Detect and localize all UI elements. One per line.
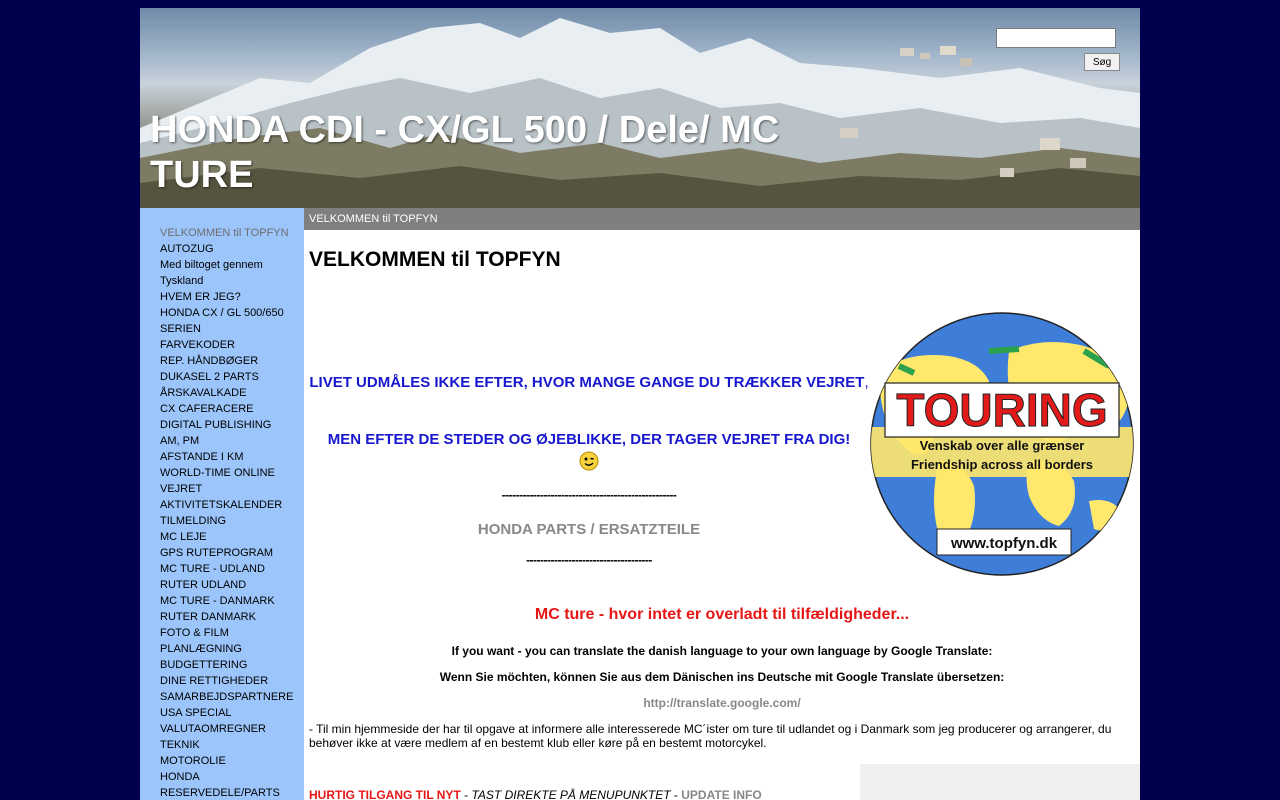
sidebar-item-vejret[interactable]: VEJRET <box>160 483 203 495</box>
google-translate-link[interactable]: http://translate.google.com/ <box>643 696 801 710</box>
sidebar-item-dine-rettigheder[interactable]: DINE RETTIGHEDER <box>160 675 269 687</box>
divider-long: -------------------------------------------------- <box>501 488 677 502</box>
main-content <box>304 230 1140 800</box>
quick-access-label: HURTIG TILGANG TIL NYT <box>309 788 461 800</box>
sidebar-item-valutaomregner[interactable]: VALUTAOMREGNER <box>160 723 266 735</box>
sidebar-item-teknik[interactable]: TEKNIK <box>160 739 200 751</box>
sidebar-item-autozug[interactable]: AUTOZUG <box>160 243 214 255</box>
page <box>140 8 1140 800</box>
mc-tagline: MC ture - hvor intet er overladt til tilfældigheder... <box>534 606 910 623</box>
sidebar-item-rep-haandboeger[interactable]: REP. HÅNDBØGER <box>160 355 259 367</box>
sidebar-item-usa-special[interactable]: USA SPECIAL <box>160 707 232 719</box>
quote-line-2 <box>309 431 869 471</box>
divider-short: ------------------------------------ <box>526 553 652 567</box>
sidebar-item-aarskavalkade[interactable]: ÅRSKAVALKADE <box>160 387 247 399</box>
quick-direct-text: TAST DIREKTE PÅ MENUPUNKTET <box>471 788 671 800</box>
logo-tagline-da: Venskab over alle grænser <box>919 438 1085 453</box>
sidebar-item-mc-ture-udland[interactable]: MC TURE - UDLAND <box>160 563 265 575</box>
logo-url: www.topfyn.dk <box>950 535 1058 552</box>
sidebar-item-afstande[interactable]: AFSTANDE I KM <box>160 451 244 463</box>
sidebar-item-ruter-danmark[interactable]: RUTER DANMARK <box>160 611 256 623</box>
touring-logo <box>869 311 1135 577</box>
sidebar-item-farvekoder[interactable]: FARVEKODER <box>160 339 235 351</box>
sidebar-item-honda-reservedele[interactable]: HONDA RESERVEDELE/PARTS <box>160 771 280 799</box>
sidebar-item-foto-film[interactable]: FOTO & FILM <box>160 627 229 639</box>
sidebar-item-hvem-er-jeg[interactable]: HVEM ER JEG? <box>160 291 241 303</box>
header-banner <box>140 8 1140 208</box>
quick-access-line <box>309 788 762 800</box>
sidebar-item-biltoget[interactable]: Med biltoget gennem Tyskland <box>160 259 263 287</box>
logo-tagline-en: Friendship across all borders <box>910 457 1094 472</box>
smiley-icon <box>579 451 599 471</box>
quote-line-1-text: LIVET UDMÅLES IKKE EFTER, HVOR MANGE GANGE DU TRÆKKER VEJRET <box>309 374 865 391</box>
sidebar-item-budgettering[interactable]: BUDGETTERING <box>160 659 248 671</box>
translate-info-de: Wenn Sie möchten, können Sie aus dem Dänischen ins Deutsche mit Google Translate übersetzen: <box>439 670 1005 684</box>
sidebar-item-world-time[interactable]: WORLD-TIME ONLINE <box>160 467 275 479</box>
logo-headline: TOURING <box>896 384 1108 436</box>
quote-comma: , <box>864 374 869 391</box>
page-title: VELKOMMEN til TOPFYN <box>309 248 561 271</box>
sidebar <box>140 208 304 800</box>
sidebar-item-gps-ruteprogram[interactable]: GPS RUTEPROGRAM <box>160 547 274 559</box>
site-title: HONDA CDI - CX/GL 500 / Dele/ MC TURE <box>150 109 780 196</box>
quote-line-2-text: MEN EFTER DE STEDER OG ØJEBLIKKE, DER TAGER VEJRET FRA DIG! <box>327 431 851 448</box>
quick-separator-1: - <box>460 788 472 800</box>
translate-info-en: If you want - you can translate the danish language to your own language by Google Translate: <box>451 644 993 658</box>
honda-parts-link[interactable]: HONDA PARTS / ERSATZTEILE <box>477 521 701 538</box>
search-button[interactable]: Søg <box>1084 53 1120 71</box>
sidebar-item-am-pm[interactable]: AM, PM <box>160 435 200 447</box>
quote-line-1 <box>309 374 869 392</box>
intro-text: - Til min hjemmeside der har til opgave at informere alle interesserede MC´ister om ture til udlandet og i Danmark som jeg producerer og arrangerer, du behøver ikke at være medlem af en bestemt klub eller køre på en bestemt motorcykel. <box>309 722 1112 750</box>
sidebar-item-motorolie[interactable]: MOTOROLIE <box>160 755 226 767</box>
breadcrumb: VELKOMMEN til TOPFYN <box>304 208 1140 230</box>
sidebar-item-velkommen[interactable]: VELKOMMEN til TOPFYN <box>160 227 289 239</box>
sidebar-item-samarbejdspartnere[interactable]: SAMARBEJDSPARTNERE <box>160 691 294 703</box>
side-box <box>860 764 1140 800</box>
sidebar-item-planlaegning[interactable]: PLANLÆGNING <box>160 643 242 655</box>
search-input[interactable] <box>996 28 1116 48</box>
quick-separator-2: - <box>670 788 682 800</box>
sidebar-item-honda-cx-gl[interactable]: HONDA CX / GL 500/650 SERIEN <box>160 307 284 335</box>
sidebar-item-mc-ture-danmark[interactable]: MC TURE - DANMARK <box>160 595 275 607</box>
sidebar-item-ruter-udland[interactable]: RUTER UDLAND <box>160 579 247 591</box>
sidebar-menu <box>140 208 295 800</box>
sidebar-item-tilmelding[interactable]: TILMELDING <box>160 515 227 527</box>
sidebar-item-cx-caferacere[interactable]: CX CAFERACERE <box>160 403 254 415</box>
sidebar-item-aktivitetskalender[interactable]: AKTIVITETSKALENDER <box>160 499 283 511</box>
sidebar-item-mc-leje[interactable]: MC LEJE <box>160 531 207 543</box>
sidebar-item-digital-publishing[interactable]: DIGITAL PUBLISHING <box>160 419 272 431</box>
update-info-link[interactable]: UPDATE INFO <box>681 788 762 800</box>
sidebar-item-dukasel[interactable]: DUKASEL 2 PARTS <box>160 371 259 383</box>
